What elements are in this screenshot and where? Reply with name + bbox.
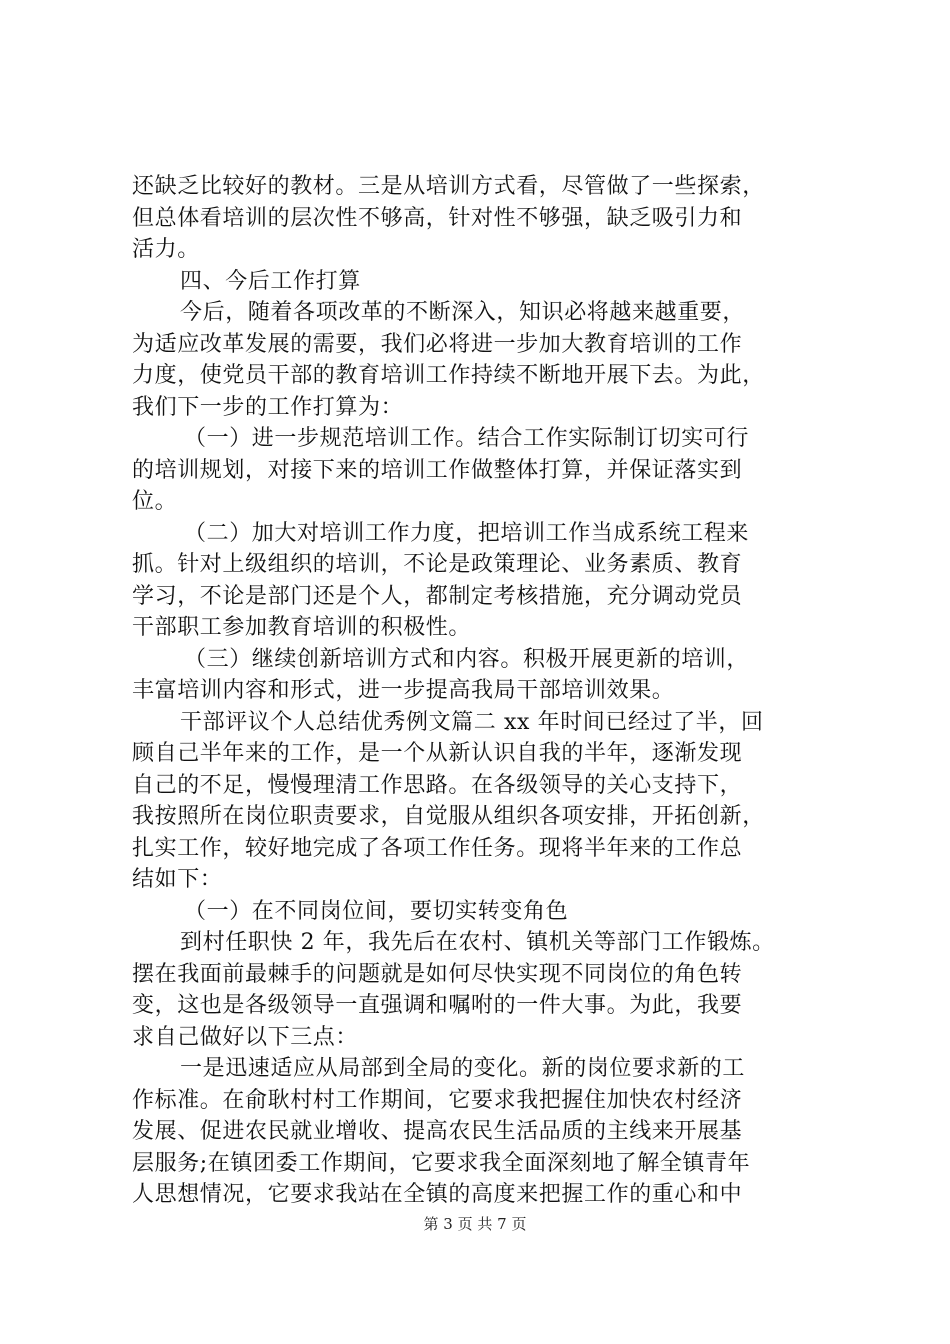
text-line: 发展、促进农民就业增收、提高农民生活品质的主线来开展基 <box>132 1119 743 1144</box>
paragraph-start: 到村任职快 2 年，我先后在农村、镇机关等部门工作锻炼。 <box>180 930 775 955</box>
text-line: 扎实工作，较好地完成了各项工作任务。现将半年来的工作总 <box>132 835 743 861</box>
paragraph-start: 今后，随着各项改革的不断深入，知识必将越来越重要， <box>180 300 746 325</box>
text-line: 人思想情况，它要求我站在全镇的高度来把握工作的重心和中 <box>132 1182 743 1207</box>
text-line: 干部职工参加教育培训的积极性。 <box>132 615 472 640</box>
text-line: 为适应改革发展的需要，我们必将进一步加大教育培训的工作 <box>132 331 743 357</box>
list-item-heading: （一）进一步规范培训工作。结合工作实际制订切实可行 <box>184 426 750 451</box>
paragraph-start: 干部评议个人总结优秀例文篇二 xx 年时间已经过了半，回 <box>180 709 764 735</box>
text-line: 我们下一步的工作打算为： <box>132 394 404 420</box>
text-line: 活力。 <box>132 237 200 262</box>
body-text <box>132 171 832 1211</box>
text-line: 变，这也是各级领导一直强调和嘱咐的一件大事。为此，我要 <box>132 993 743 1018</box>
text-line: 求自己做好以下三点： <box>132 1024 359 1050</box>
text-line: 的培训规划，对接下来的培训工作做整体打算，并保证落实到 <box>132 457 743 483</box>
text-line: 结如下： <box>132 867 223 892</box>
text-line: 丰富培训内容和形式，进一步提高我局干部培训效果。 <box>132 678 675 703</box>
text-line: 作标准。在俞耿村村工作期间，它要求我把握住加快农村经济 <box>132 1087 743 1113</box>
text-line: 力度，使党员干部的教育培训工作持续不断地开展下去。为此， <box>132 363 765 388</box>
text-line: 我按照所在岗位职责要求，自觉服从组织各项安排，开拓创新， <box>132 804 765 829</box>
text-line: 抓。针对上级组织的培训，不论是政策理论、业务素质、教育 <box>132 552 743 577</box>
list-item-heading: （二）加大对培训工作力度，把培训工作当成系统工程来 <box>184 520 750 546</box>
list-item-heading: （三）继续创新培训方式和内容。积极开展更新的培训， <box>184 646 750 672</box>
text-line: 还缺乏比较好的教材。三是从培训方式看，尽管做了一些探索， <box>132 174 765 199</box>
text-line: 层服务;在镇团委工作期间，它要求我全面深刻地了解全镇青年 <box>132 1150 751 1176</box>
text-line: 自己的不足，慢慢理清工作思路。在各级领导的关心支持下， <box>132 772 743 798</box>
subsection-heading: （一）在不同岗位间，要切实转变角色 <box>184 898 569 924</box>
text-line: 顾自己半年来的工作，是一个从新认识自我的半年，逐渐发现 <box>132 741 743 766</box>
paragraph-start: 一是迅速适应从局部到全局的变化。新的岗位要求新的工 <box>180 1056 746 1081</box>
section-heading: 四、今后工作打算 <box>180 268 361 294</box>
text-line: 但总体看培训的层次性不够高，针对性不够强，缺乏吸引力和 <box>132 205 743 231</box>
text-line: 学习，不论是部门还是个人，都制定考核措施，充分调动党员 <box>132 583 743 609</box>
text-line: 位。 <box>132 489 178 514</box>
text-line: 摆在我面前最棘手的问题就是如何尽快实现不同岗位的角色转 <box>132 961 743 987</box>
page-number-footer: 第 3 页 共 7 页 <box>423 1215 527 1233</box>
